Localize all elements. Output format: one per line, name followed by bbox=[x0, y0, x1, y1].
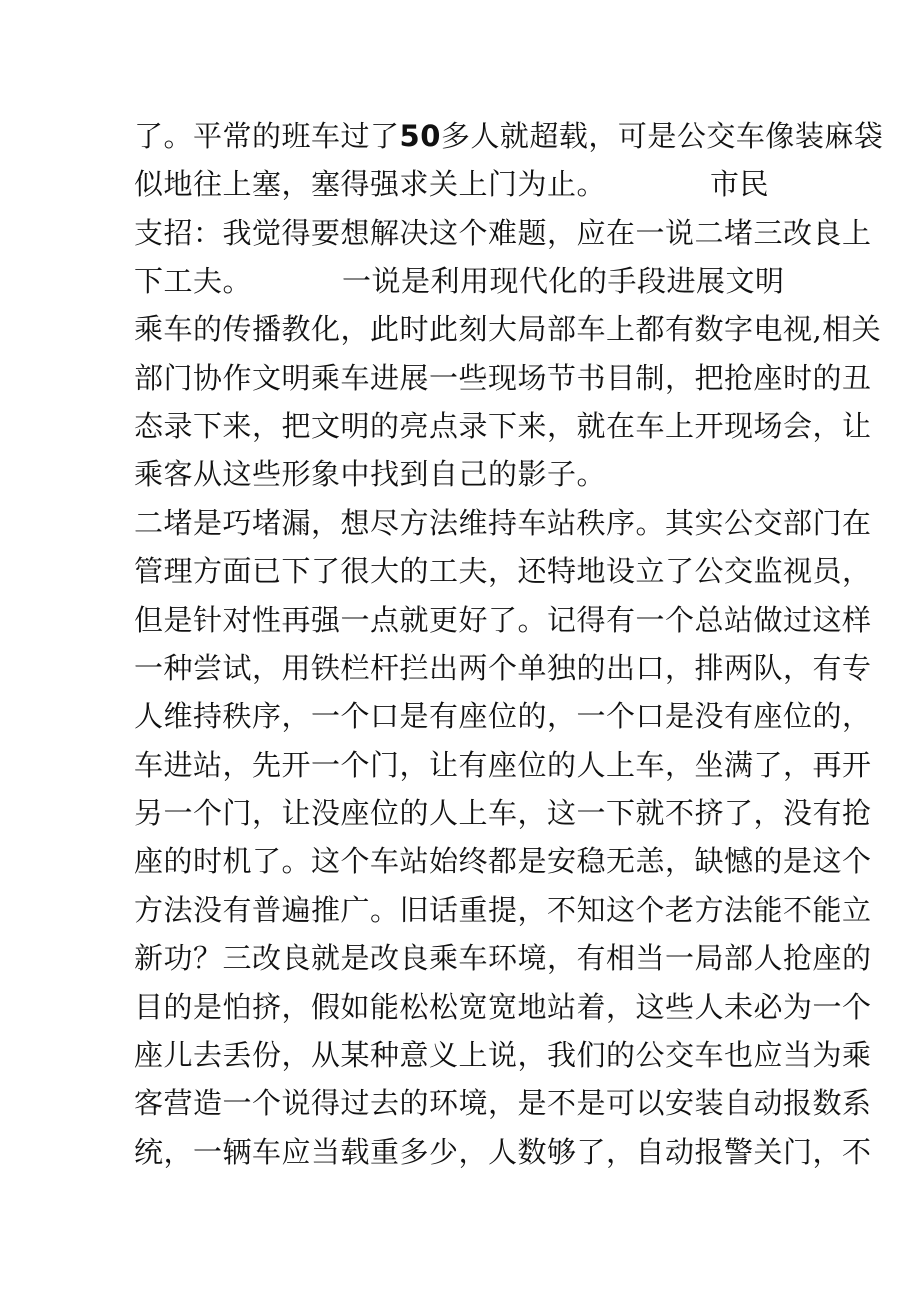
text-segment: 乘客从这些形象中找到自己的影子。 bbox=[134, 457, 607, 491]
text-segment: 了。平常的班车过了 bbox=[134, 119, 400, 153]
text-segment: 一种尝试，用铁栏杆拦出两个单独的出口，排两队，有专 bbox=[134, 651, 872, 685]
text-line bbox=[134, 306, 881, 352]
text-line bbox=[134, 451, 606, 497]
text-segment: 另一个门，让没座位的人上车，这一下就不挤了，没有抢 bbox=[134, 796, 872, 830]
text-segment: 管理方面已下了很大的工夫，还特地设立了公交监视员， bbox=[134, 554, 872, 588]
text-line bbox=[134, 645, 872, 691]
text-line bbox=[134, 838, 872, 884]
text-segment: 目的是怕挤，假如能松松宽宽地站着，这些人未必为一个 bbox=[134, 990, 872, 1024]
text-segment: 下工夫。 bbox=[134, 264, 253, 298]
text-line bbox=[134, 161, 606, 207]
text-line-right bbox=[342, 258, 785, 304]
text-line bbox=[134, 1080, 872, 1126]
text-line bbox=[134, 935, 872, 981]
text-segment: 座的时机了。这个车站始终都是安稳无恙，缺憾的是这个 bbox=[134, 844, 872, 878]
text-segment: 客营造一个说得过去的环境，是不是可以安装自动报数系 bbox=[134, 1086, 872, 1120]
text-segment: 二堵是巧堵漏，想尽方法维持车站秩序。其实公交部门在 bbox=[134, 506, 872, 540]
text-line bbox=[134, 887, 872, 933]
text-segment: 似地往上塞，塞得强求关上门为止。 bbox=[134, 167, 607, 201]
text-segment: 统，一辆车应当载重多少，人数够了，自动报警关门，不 bbox=[134, 1135, 872, 1169]
text-segment: 车进站，先开一个门，让有座位的人上车，坐满了，再开 bbox=[134, 748, 872, 782]
text-segment: 座儿去丢份，从某种意义上说，我们的公交车也应当为乘 bbox=[134, 1038, 872, 1072]
text-segment: 但是针对性再强一点就更好了。记得有一个总站做过这样 bbox=[134, 603, 872, 637]
text-segment: 支招：我觉得要想解决这个难题，应在一说二堵三改良上 bbox=[134, 216, 872, 250]
number-50: 50 bbox=[399, 119, 441, 153]
text-line bbox=[134, 403, 872, 449]
text-segment: 一说是利用现代化的手段进展文明 bbox=[342, 264, 785, 298]
text-line bbox=[134, 1129, 872, 1175]
text-line bbox=[134, 500, 872, 546]
text-line bbox=[134, 742, 872, 788]
text-line bbox=[134, 113, 883, 159]
text-line bbox=[134, 984, 872, 1030]
text-line bbox=[134, 258, 252, 304]
text-segment: 方法没有普遍推广。旧话重提，不知这个老方法能不能立 bbox=[134, 893, 872, 927]
text-segment: 新功？三改良就是改良乘车环境，有相当一局部人抢座的 bbox=[134, 941, 872, 975]
text-segment: 人维持秩序，一个口是有座位的，一个口是没有座位的， bbox=[134, 699, 872, 733]
text-line bbox=[134, 355, 872, 401]
text-line bbox=[134, 210, 872, 256]
text-line bbox=[134, 548, 872, 594]
text-segment: 态录下来，把文明的亮点录下来，就在车上开现场会，让 bbox=[134, 409, 872, 443]
text-segment: 市民 bbox=[710, 167, 770, 201]
text-line bbox=[134, 1032, 872, 1078]
text-segment: 乘车的传播教化，此时此刻大局部车上都有数字电视,相关 bbox=[134, 312, 882, 346]
text-line bbox=[134, 790, 872, 836]
text-line-right bbox=[710, 161, 769, 207]
text-line bbox=[134, 597, 872, 643]
text-line bbox=[134, 693, 872, 739]
text-segment: 多人就超载，可是公交车像装麻袋 bbox=[440, 119, 884, 153]
text-segment: 部门协作文明乘车进展一些现场节书目制，把抢座时的丑 bbox=[134, 361, 872, 395]
